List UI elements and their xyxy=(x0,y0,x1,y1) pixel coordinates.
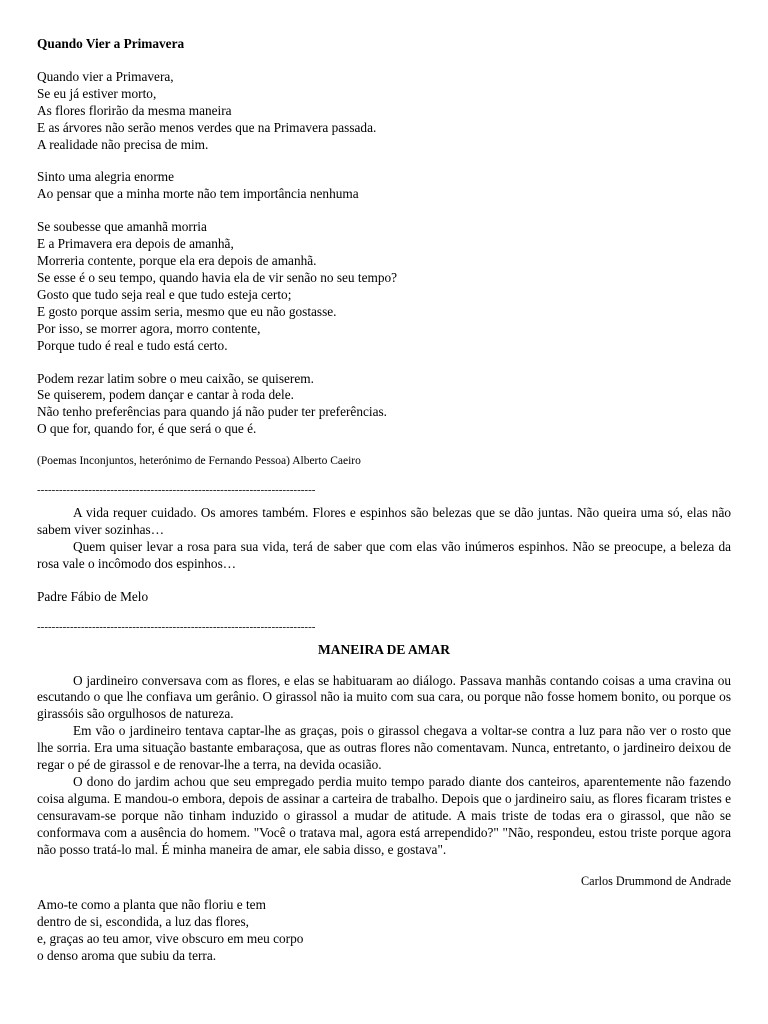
poem-line: Ao pensar que a minha morte não tem importância nenhuma xyxy=(37,186,359,202)
quote-author: Padre Fábio de Melo xyxy=(37,588,149,604)
story-body xyxy=(37,673,731,859)
quote-paragraph: Quem quiser levar a rosa para sua vida, terá de saber que com elas vão inúmeros espinhos. Não se preocupe, a beleza da rosa vale o incômodo dos espinhos… xyxy=(37,538,731,571)
poem-line: dentro de si, escondida, a luz das flores, xyxy=(37,914,249,930)
poem-line: Se eu já estiver morto, xyxy=(37,85,157,101)
poem-line: Se soubesse que amanhã morria xyxy=(37,219,207,235)
poem-line: Não tenho preferências para quando já não puder ter preferências. xyxy=(37,404,387,420)
poem-line: Sinto uma alegria enorme xyxy=(37,169,174,185)
poem-stanza xyxy=(37,69,731,154)
poem-title: Quando Vier a Primavera xyxy=(37,36,185,51)
poem-line: Se quiserem, podem dançar e cantar à roda dele. xyxy=(37,387,294,403)
poem-line: Podem rezar latim sobre o meu caixão, se quiserem. xyxy=(37,370,314,386)
separator-line: ---------------------------------------------------------------------------- xyxy=(37,484,316,497)
poem-line: Por isso, se morrer agora, morro contente, xyxy=(37,320,261,336)
story-author: Carlos Drummond de Andrade xyxy=(581,873,731,888)
poem-line: A realidade não precisa de mim. xyxy=(37,136,209,152)
story-heading: MANEIRA DE AMAR xyxy=(317,641,450,657)
quote-paragraph: A vida requer cuidado. Os amores também. Flores e espinhos são belezas que se dão juntas. Não queira uma só, elas não sabem viver sozinhas… xyxy=(37,505,731,538)
poem-stanza xyxy=(37,219,731,354)
poem-line: Gosto que tudo seja real e que tudo esteja certo; xyxy=(37,286,292,302)
poem-line: As flores florirão da mesma maneira xyxy=(37,102,232,118)
poem-stanza xyxy=(37,371,731,439)
story-paragraph: O jardineiro conversava com as flores, e elas se habituaram ao diálogo. Passava manhãs contando coisas a uma cravina ou escutando o que lhe confiava um gerânio. O girassol não ia muito com sua cara, ou porque não fosse homem bonito, ou porque os girassóis são orgulhosos de natureza. xyxy=(37,672,731,722)
poem-stanza xyxy=(37,169,731,203)
quote-block xyxy=(37,505,731,573)
poem-line: e, graças ao teu amor, vive obscuro em meu corpo xyxy=(37,931,304,947)
poem-source: (Poemas Inconjuntos, heterónimo de Fernando Pessoa) Alberto Caeiro xyxy=(37,455,361,468)
separator-line: ---------------------------------------------------------------------------- xyxy=(37,620,316,633)
poem-line: o denso aroma que subiu da terra. xyxy=(37,948,217,964)
poem-line: Morreria contente, porque ela era depois de amanhã. xyxy=(37,253,317,269)
poem-line: Porque tudo é real e tudo está certo. xyxy=(37,337,228,353)
poem-line: E a Primavera era depois de amanhã, xyxy=(37,236,234,252)
poem-line: Amo-te como a planta que não floriu e tem xyxy=(37,897,266,913)
poem-line: E as árvores não serão menos verdes que na Primavera passada. xyxy=(37,119,377,135)
story-paragraph: O dono do jardim achou que seu empregado perdia muito tempo parado diante dos canteiros, aparentemente não fazendo coisa alguma. E mandou-o embora, depois de assinar a carteira de trabalho. Depois que o jardineiro saiu, as flores ficaram tristes e censuravam-se porque não tinham induzido o girassol a mudar de atitude. A mais triste de todas era o girassol, que não se conformava com a ausência do homem. "Você o tratava mal, agora está arrependido?" "Não, respondeu, estou triste porque agora não posso tratá-lo mal. É minha maneira de amar, ele sabia disso, e gostava". xyxy=(37,774,731,857)
final-poem xyxy=(37,897,731,965)
poem-line: Quando vier a Primavera, xyxy=(37,68,174,84)
poem-line: Se esse é o seu tempo, quando havia ela de vir senão no seu tempo? xyxy=(37,269,398,285)
poem-line: O que for, quando for, é que será o que é. xyxy=(37,421,257,437)
poem-line: E gosto porque assim seria, mesmo que eu não gostasse. xyxy=(37,303,337,319)
story-paragraph: Em vão o jardineiro tentava captar-lhe as graças, pois o girassol chegava a voltar-se contra a luz para não ver o rosto que lhe sorria. Era uma situação bastante embaraçosa, que as outras flores não comentavam. Nunca, entretanto, o jardineiro deixou de regar o pé de girassol e de renovar-lhe a terra, na devida ocasião. xyxy=(37,723,731,773)
